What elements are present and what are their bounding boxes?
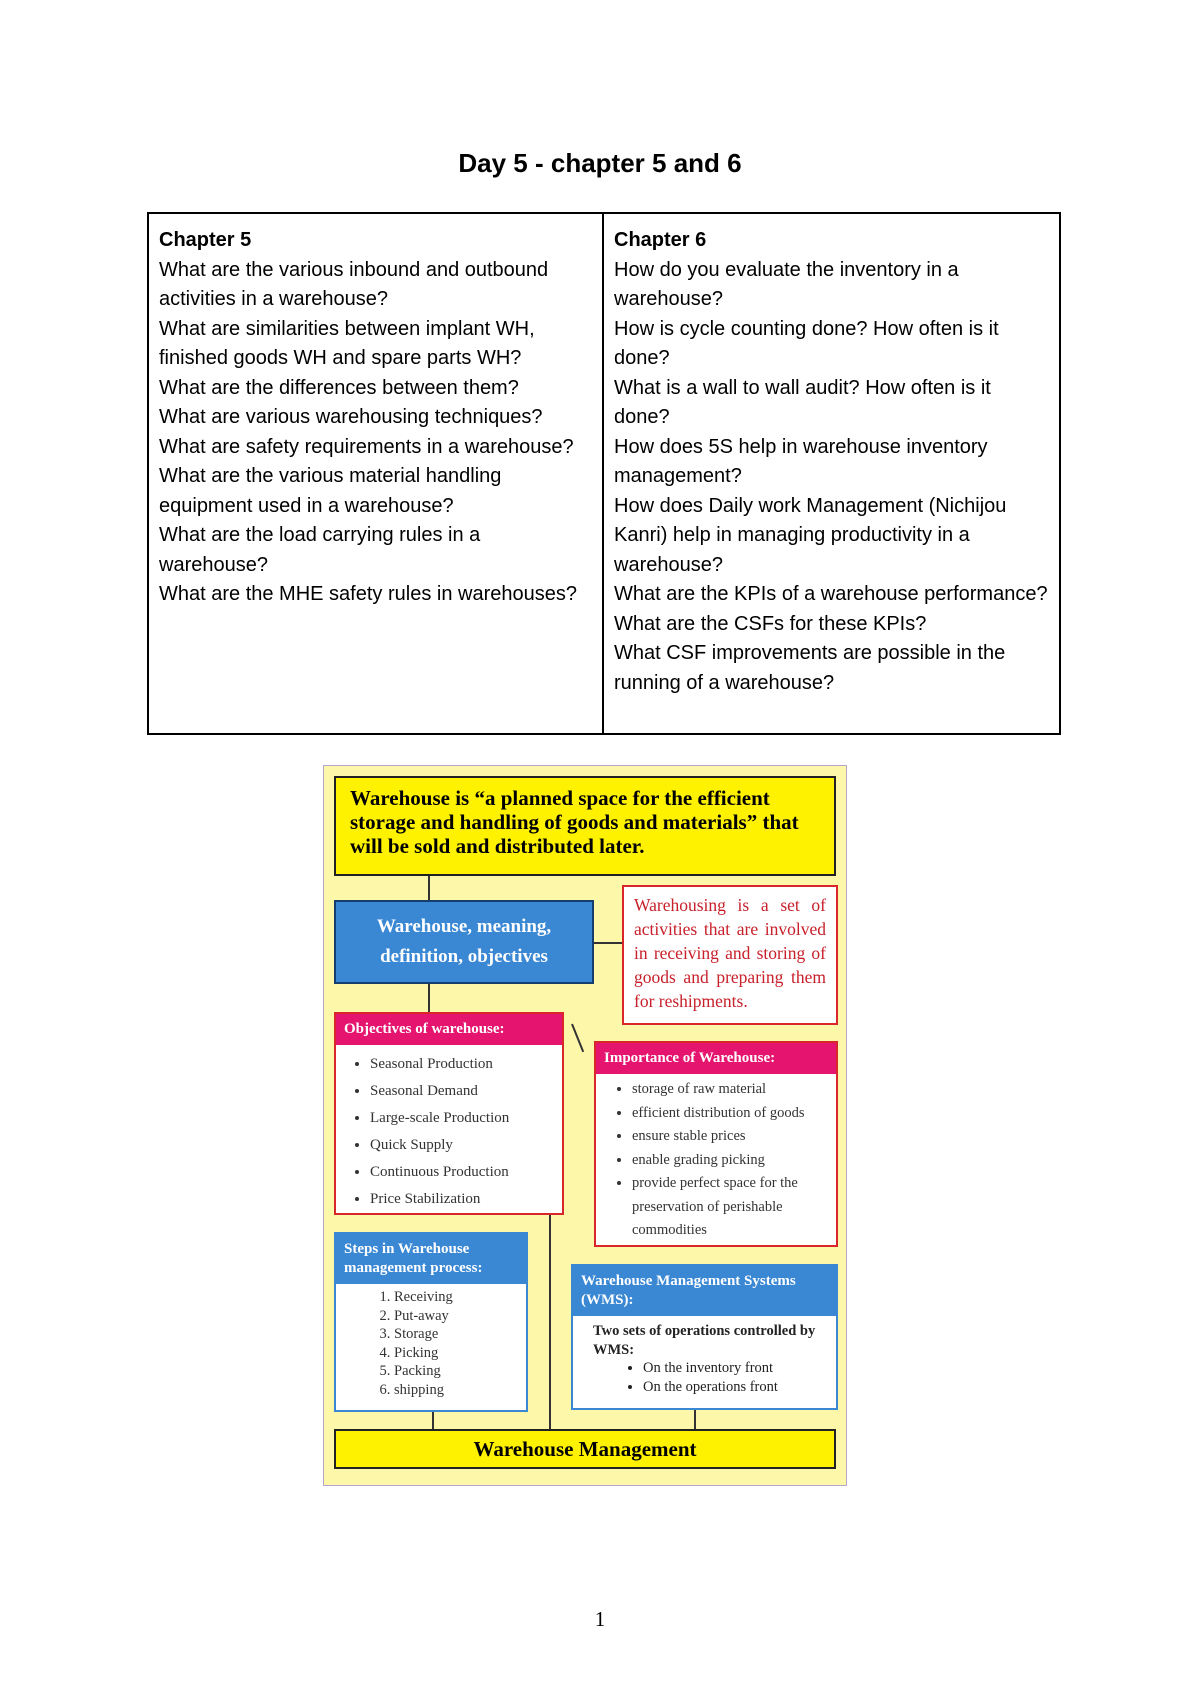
list-item: • On the inventory front [643, 1359, 816, 1378]
chapter-5-column [149, 214, 604, 733]
step-item: 1. Receiving [394, 1288, 526, 1307]
warehouse-definition: Warehouse is “a planned space for the efficient storage and handling of goods and materials” that will be sold and distributed later. [334, 776, 836, 876]
connector-line [571, 1024, 584, 1053]
step-item: 5. Packing [394, 1362, 526, 1381]
step-item: 3. Storage [394, 1325, 526, 1344]
wms-heading: Warehouse Management Systems (WMS): [573, 1266, 836, 1316]
steps-heading: Steps in Warehouse management process: [336, 1234, 526, 1284]
question: What are the KPIs of a warehouse performance? [614, 583, 1048, 605]
warehousing-definition: Warehousing is a set of activities that are involved in receiving and storing of goods and preparing them for reshipments. [622, 885, 838, 1025]
step-item: 4. Picking [394, 1344, 526, 1363]
connector-line [694, 1410, 696, 1429]
step-item: 2. Put-away [394, 1307, 526, 1326]
list-item: • provide perfect space for the preservation of perishable commodities [632, 1172, 836, 1243]
question: What are the various inbound and outbound activities in a warehouse? [159, 258, 549, 310]
list-item: • Price Stabilization [370, 1186, 562, 1213]
connector-line [432, 1412, 434, 1429]
objectives-panel [334, 1012, 564, 1215]
list-item: • Seasonal Demand [370, 1078, 562, 1105]
list-item: • efficient distribution of goods [632, 1102, 836, 1126]
list-item: • On the operations front [643, 1378, 816, 1397]
objectives-heading: Objectives of warehouse: [336, 1014, 562, 1045]
list-item: • Large-scale Production [370, 1105, 562, 1132]
steps-panel [334, 1232, 528, 1412]
question: What are the CSFs for these KPIs? [614, 612, 927, 635]
question: What CSF improvements are possible in the running of a warehouse? [614, 642, 1006, 694]
question: What are safety requirements in a warehouse? [159, 435, 574, 458]
connector-line [428, 984, 430, 1012]
warehouse-infographic [323, 765, 847, 1486]
list-item: • ensure stable prices [632, 1125, 836, 1149]
question: How does 5S help in warehouse inventory management? [614, 435, 988, 487]
question: What are the differences between them? [159, 376, 519, 399]
question: What are similarities between implant WH, finished goods WH and spare parts WH? [159, 317, 535, 369]
list-item: • Continuous Production [370, 1159, 562, 1186]
chapter-6-column [604, 214, 1059, 733]
connector-line [592, 942, 622, 944]
connector-line [549, 1215, 551, 1429]
question: What are the load carrying rules in a warehouse? [159, 524, 481, 576]
question: How does Daily work Management (Nichijou Kanri) help in managing productivity in a warehouse? [614, 494, 1007, 576]
question: How do you evaluate the inventory in a warehouse? [614, 258, 959, 310]
list-item: • Seasonal Production [370, 1051, 562, 1078]
question: What is a wall to wall audit? How often is it done? [614, 376, 991, 428]
warehouse-management-footer: Warehouse Management [334, 1429, 836, 1469]
questions-table [147, 212, 1061, 735]
question: What are various warehousing techniques? [159, 406, 543, 428]
question: What are the various material handling equipment used in a warehouse? [159, 465, 502, 517]
question: How is cycle counting done? How often is it done? [614, 317, 999, 369]
connector-line [428, 876, 430, 900]
wms-intro: Two sets of operations controlled by WMS: [593, 1323, 816, 1358]
question: What are the MHE safety rules in warehouses? [159, 583, 577, 605]
importance-heading: Importance of Warehouse: [596, 1043, 836, 1074]
meaning-title-box: Warehouse, meaning, definition, objectives [334, 900, 594, 984]
page-number: 1 [594, 1607, 606, 1631]
chapter-6-heading: Chapter 6 [614, 229, 707, 251]
chapter-5-heading: Chapter 5 [159, 229, 252, 251]
page-title: Day 5 - chapter 5 and 6 [458, 148, 742, 178]
list-item: • Quick Supply [370, 1132, 562, 1159]
wms-panel [571, 1264, 838, 1410]
importance-panel [594, 1041, 838, 1247]
step-item: 6. shipping [394, 1381, 526, 1400]
list-item: • enable grading picking [632, 1149, 836, 1173]
list-item: • storage of raw material [632, 1078, 836, 1102]
